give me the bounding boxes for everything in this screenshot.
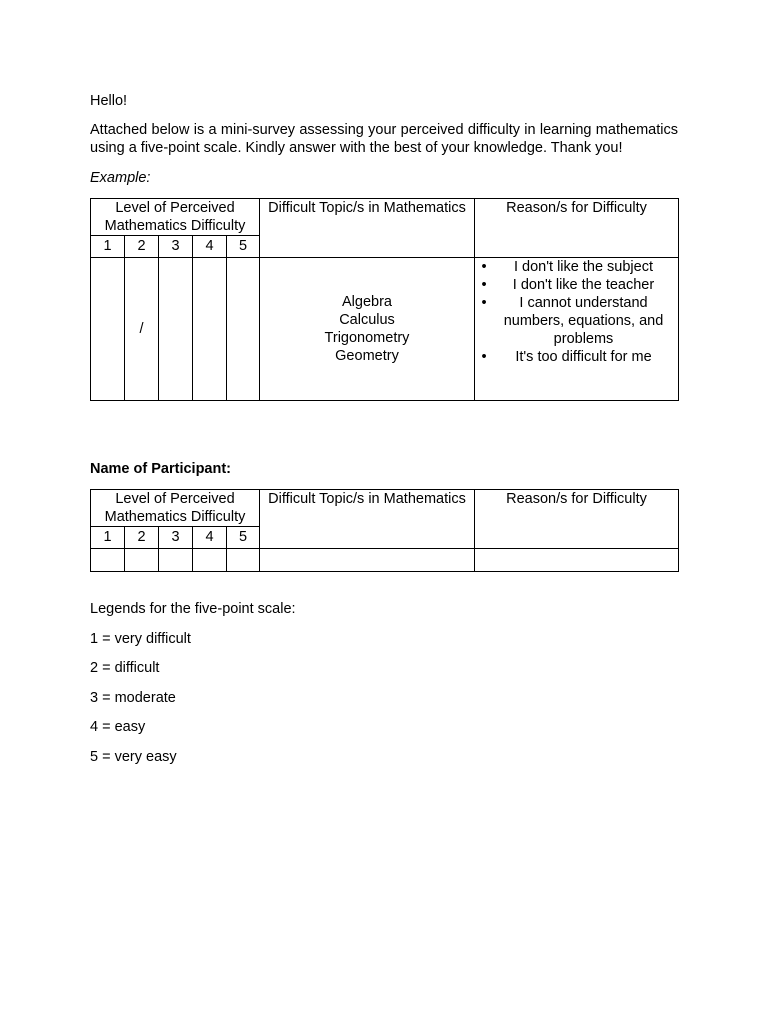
scale-5: 5 [227, 527, 260, 549]
bullet-icon: • [481, 277, 487, 293]
greeting: Hello! [90, 93, 128, 109]
reasons-list [475, 258, 678, 366]
level-header: Level of Perceived Mathematics Difficulty [91, 199, 260, 236]
scale-2: 2 [125, 527, 159, 549]
reasons-header: Reason/s for Difficulty [475, 199, 679, 258]
scale-3: 3 [159, 236, 193, 258]
bullet-icon: • [481, 259, 487, 275]
scale-5: 5 [227, 236, 260, 258]
legend-item: 4 = easy [90, 719, 146, 736]
reason-item: • I don't like the teacher [475, 276, 678, 294]
reason-item: • It's too difficult for me [475, 348, 678, 366]
topic-item: Geometry [335, 348, 399, 364]
legend-item: 5 = very easy [90, 748, 177, 765]
scale-1: 1 [91, 236, 125, 258]
reasons-cell [475, 258, 679, 401]
topic-item: Calculus [339, 312, 395, 328]
scale-4: 4 [193, 527, 227, 549]
topics-header: Difficult Topic/s in Mathematics [260, 199, 475, 258]
mark-cell-2: / [125, 258, 159, 401]
answer-reasons-cell[interactable] [475, 549, 679, 572]
mark-cell-4 [193, 258, 227, 401]
answer-topics-cell[interactable] [260, 549, 475, 572]
example-label: Example: [90, 170, 151, 186]
mark-cell-1 [91, 258, 125, 401]
legend-title: Legends for the five-point scale: [90, 601, 296, 617]
legend-item: 2 = difficult [90, 660, 160, 677]
scale-2: 2 [125, 236, 159, 258]
example-table [90, 198, 679, 401]
bullet-icon: • [481, 295, 487, 311]
reason-item: • I cannot understand numbers, equations, and problems [475, 294, 678, 348]
legend [90, 600, 678, 766]
topics-cell [260, 258, 475, 401]
topics-header: Difficult Topic/s in Mathematics [260, 490, 475, 549]
scale-3: 3 [159, 527, 193, 549]
reason-item: • I don't like the subject [475, 258, 678, 276]
survey-page [90, 92, 678, 778]
scale-1: 1 [91, 527, 125, 549]
answer-cell-5[interactable] [227, 549, 260, 572]
reasons-header: Reason/s for Difficulty [475, 490, 679, 549]
answer-cell-1[interactable] [91, 549, 125, 572]
topic-item: Trigonometry [324, 330, 410, 346]
answer-cell-2[interactable] [125, 549, 159, 572]
answer-cell-3[interactable] [159, 549, 193, 572]
scale-4: 4 [193, 236, 227, 258]
participant-table [90, 489, 679, 572]
legend-item: 3 = moderate [90, 689, 176, 706]
mark-cell-3 [159, 258, 193, 401]
bullet-icon: • [481, 349, 487, 365]
level-header: Level of Perceived Mathematics Difficulty [91, 490, 260, 527]
topic-item: Algebra [342, 294, 392, 310]
mark-cell-5 [227, 258, 260, 401]
intro-paragraph: Attached below is a mini-survey assessing your perceived difficulty in learning mathematics using a five-point scale. Kindly answer with the best of your knowledge. Thank you! [90, 122, 678, 156]
legend-item: 1 = very difficult [90, 630, 191, 647]
answer-cell-4[interactable] [193, 549, 227, 572]
participant-name-label: Name of Participant: [90, 461, 231, 477]
